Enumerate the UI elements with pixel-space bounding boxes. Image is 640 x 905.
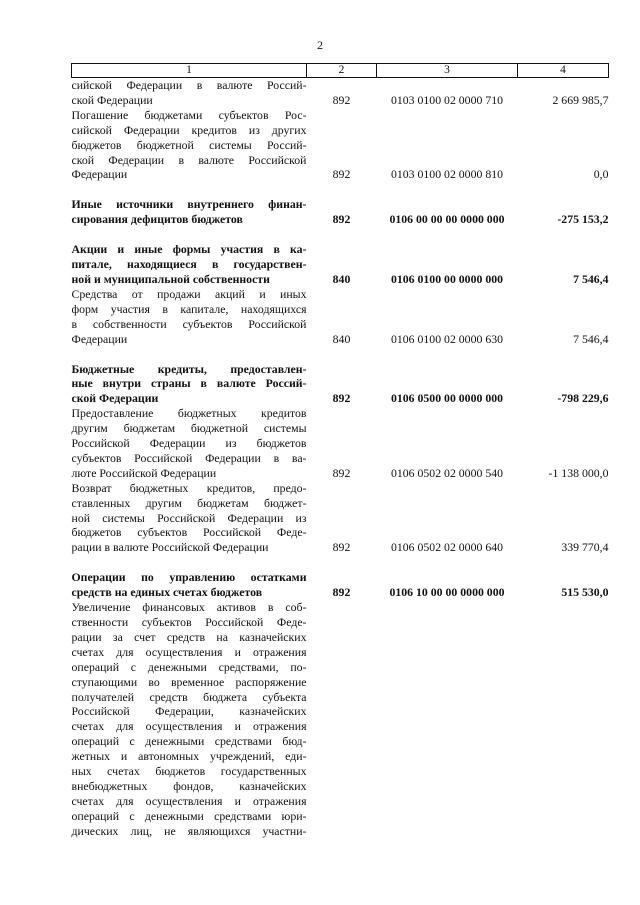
column-header-admin-code: 2: [307, 64, 377, 78]
row-admin-code: 840: [332, 271, 351, 286]
row-amount: 515 530,0: [561, 585, 609, 600]
row-spacer: [72, 227, 609, 242]
row-classification-code: 0106 0500 00 0000 000: [390, 391, 504, 406]
row-name: [72, 108, 307, 183]
row-amount: 7 546,4: [573, 271, 609, 286]
row-name-line: счетах для осуществления и отражения: [71, 644, 307, 659]
row-name-line: счетах для осуществления и отражения: [71, 719, 307, 734]
row-name-line: Операции по управлению остатками: [71, 570, 307, 585]
row-name-line: ской Федерации в валюте Российской: [71, 152, 307, 167]
row-name-line: субъектов Российской Федерации в ва-: [71, 450, 307, 465]
row-classification-code: 0106 0100 02 0000 630: [390, 331, 504, 346]
row-name-line: рации в валюте Российской Федерации: [71, 540, 269, 555]
row-name: [72, 406, 307, 481]
row-classification-code: 0106 0502 02 0000 640: [390, 540, 504, 555]
row-name-line: Иные источники внутреннего финан-: [71, 197, 307, 212]
row-name-line: ставленных другим бюджетам бюджет-: [71, 495, 307, 510]
row-classification-code: 0106 00 00 00 0000 000: [389, 212, 505, 227]
row-name: [72, 197, 307, 227]
table-row: [72, 481, 609, 556]
row-name-line: бюджетов бюджетной системы Россий-: [71, 137, 307, 152]
row-spacer: [72, 555, 609, 570]
row-admin-code: 892: [332, 585, 351, 600]
row-name-line: ступающими во временное распоряжение: [71, 674, 307, 689]
row-name-line: Возврат бюджетных кредитов, предо-: [71, 480, 307, 495]
row-name-line: ных счетах бюджетов государственных: [71, 764, 307, 779]
row-name-line: Увеличение финансовых активов в соб-: [71, 600, 307, 615]
column-header-classification-code: 3: [377, 64, 518, 78]
table-row: [72, 78, 609, 108]
row-name-line: люте Российской Федерации: [71, 465, 217, 480]
row-admin-code: 892: [332, 391, 351, 406]
row-amount: 0,0: [593, 167, 609, 182]
row-admin-code: 892: [332, 540, 351, 555]
row-admin-code: 892: [332, 167, 351, 182]
row-name: [72, 78, 307, 108]
row-name-line: в собственности субъектов Российской: [71, 316, 307, 331]
row-name-line: ской Федерации: [71, 391, 159, 406]
table-row: [72, 197, 609, 227]
row-name-line: бюджетов субъектов Российской Феде-: [71, 525, 307, 540]
row-name-line: жетных и автономных учреждений, еди-: [71, 749, 307, 764]
budget-sources-table: [71, 63, 609, 839]
row-name-line: Предоставление бюджетных кредитов: [71, 406, 307, 421]
table-row: [72, 600, 609, 839]
row-amount: 339 770,4: [561, 540, 609, 555]
row-name-line: Российской Федерации, казначейских: [71, 704, 307, 719]
row-name-line: операций с денежными средствами юри-: [71, 808, 307, 823]
row-name-line: форм участия в капитале, находящихся: [71, 301, 307, 316]
row-name-line: сирования дефицитов бюджетов: [71, 212, 243, 227]
table-row: [72, 242, 609, 287]
row-amount: -798 229,6: [557, 391, 609, 406]
row-name: [72, 242, 307, 287]
row-name-line: ной системы Российской Федерации из: [71, 510, 307, 525]
table-row: [72, 108, 609, 183]
row-name: [72, 287, 307, 347]
row-name-line: Акции и иные формы участия в ка-: [71, 242, 307, 257]
row-name-line: дических лиц, не являющихся участни-: [71, 823, 307, 838]
row-admin-code: 840: [332, 331, 351, 346]
row-classification-code: 0106 10 00 00 0000 000: [389, 585, 505, 600]
table-body: [72, 78, 609, 839]
row-classification-code: 0106 0100 00 0000 000: [390, 271, 504, 286]
row-classification-code: 0103 0100 02 0000 810: [390, 167, 504, 182]
row-name-line: сийской Федерации кредитов из других: [71, 122, 307, 137]
row-name-line: ственности субъектов Российской Феде-: [71, 615, 307, 629]
row-name-line: сийской Федерации в валюте Россий-: [71, 78, 307, 92]
row-name-line: счетах для осуществления и отражения: [71, 793, 307, 808]
table-row: [72, 406, 609, 481]
row-name-line: получателей средств бюджета субъекта: [71, 689, 307, 704]
row-amount: [518, 600, 609, 839]
row-amount: 7 546,4: [573, 331, 609, 346]
row-admin-code: 892: [332, 92, 351, 107]
row-name-line: Российской Федерации из бюджетов: [71, 436, 307, 451]
row-name-line: Федерации: [71, 167, 128, 182]
row-name-line: ной и муниципальной собственности: [71, 271, 270, 286]
table-row: [72, 570, 609, 600]
row-name-line: Федерации: [71, 331, 128, 346]
row-name-line: Погашение бюджетами субъектов Рос-: [71, 107, 307, 122]
row-name-line: питале, находящиеся в государствен-: [71, 257, 307, 272]
row-spacer: [72, 347, 609, 362]
column-header-amount: 4: [518, 64, 609, 78]
column-header-name: 1: [72, 64, 307, 78]
row-name: [72, 570, 307, 600]
row-name-line: другим бюджетам бюджетной системы: [71, 421, 307, 436]
table-row: [72, 362, 609, 407]
row-name: [72, 481, 307, 556]
row-name-line: ской Федерации: [71, 92, 153, 107]
table-row: [72, 287, 609, 347]
row-classification-code: 0106 0502 02 0000 540: [390, 465, 504, 480]
row-name-line: внебюджетных фондов, казначейских: [71, 778, 307, 793]
row-name-line: операций с денежными средствами бюд-: [71, 734, 307, 749]
table-header-row: [72, 64, 609, 78]
row-admin-code: 892: [332, 465, 351, 480]
row-name-line: средств на единых счетах бюджетов: [71, 585, 263, 600]
row-admin-code: 892: [332, 212, 351, 227]
row-name-line: Средства от продажи акций и иных: [71, 286, 307, 301]
row-classification-code: 0103 0100 02 0000 710: [390, 92, 504, 107]
row-name-line: Бюджетные кредиты, предоставлен-: [71, 361, 307, 376]
row-name: [72, 362, 307, 407]
row-name-line: рации за счет средств на казначейских: [71, 629, 307, 644]
row-name-line: ные внутри страны в валюте Россий-: [71, 376, 307, 391]
row-amount: 2 669 985,7: [552, 92, 609, 107]
row-name: [72, 600, 307, 839]
page-number: 2: [317, 38, 323, 52]
row-name-line: операций с денежными средствами, по-: [71, 659, 307, 674]
row-classification-code: [377, 600, 518, 839]
row-amount: -1 138 000,0: [548, 465, 609, 480]
row-spacer: [72, 182, 609, 197]
row-admin-code: [307, 600, 377, 839]
row-amount: -275 153,2: [557, 212, 609, 227]
